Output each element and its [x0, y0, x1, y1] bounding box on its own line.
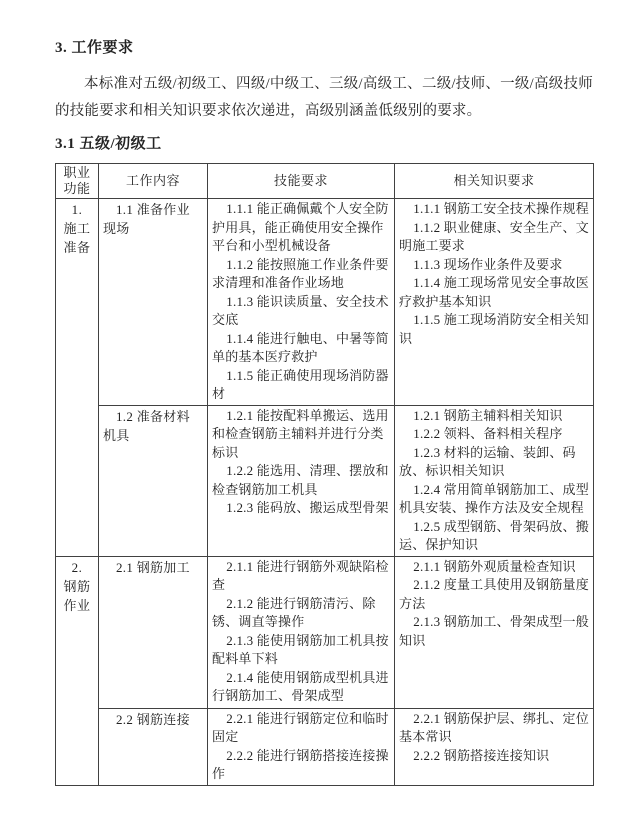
work-content-text: 2.1 钢筋加工: [116, 559, 190, 575]
skill-item: 1.1.2 能按照施工作业条件要求清理和准备作业场地: [212, 256, 389, 290]
skill-item: 2.2.1 能进行钢筋定位和临时固定: [212, 710, 389, 744]
knowledge-item: 1.1.4 施工现场常见安全事故医疗救护基本知识: [399, 275, 589, 309]
work-content-text: 2.2 钢筋连接: [116, 711, 190, 727]
header-cell-work-content: 工作内容: [99, 164, 208, 199]
skill-item: 1.2.2 能选用、清理、摆放和检查钢筋加工机具: [212, 463, 389, 497]
knowledge-item: 1.1.5 施工现场消防安全相关知识: [399, 312, 589, 346]
work-content-cell: [99, 199, 208, 406]
knowledge-item: 1.1.1 钢筋工安全技术操作规程: [413, 201, 589, 216]
knowledge-item: 2.2.1 钢筋保护层、绑扎、定位基本常识: [399, 710, 589, 744]
skill-item: 1.1.5 能正确使用现场消防器材: [212, 367, 389, 401]
function-cell-construction-prep: [56, 199, 99, 557]
table-row: [56, 708, 594, 785]
function-line: 2.: [71, 559, 83, 575]
function-line: 准备: [63, 240, 91, 255]
knowledge-cell: [395, 199, 594, 406]
header-cell-skills: 技能要求: [208, 164, 395, 199]
knowledge-item: 1.2.2 领料、备料相关程序: [413, 426, 563, 441]
header-cell-function: 职业功能: [56, 164, 99, 199]
skill-item: 1.2.1 能按配料单搬运、选用和检查钢筋主辅料并进行分类标识: [212, 407, 389, 460]
function-line: 作业: [63, 597, 91, 613]
work-content-cell: [99, 405, 208, 556]
skills-cell: [208, 556, 395, 708]
intro-paragraph: 本标准对五级/初级工、四级/中级工、三级/高级工、二级/技师、一级/高级技师的技能要求和相关知识要求依次递进，高级别涵盖低级别的要求。: [55, 76, 593, 119]
function-line: 1.: [71, 202, 83, 217]
work-content-text: 1.1 准备作业现场: [103, 202, 190, 236]
skill-item: 2.2.2 能进行钢筋搭接连接操作: [212, 747, 389, 781]
table-row: [56, 405, 594, 556]
skills-cell: [208, 708, 395, 785]
knowledge-item: 2.1.1 钢筋外观质量检查知识: [413, 558, 576, 574]
subsection-heading: 3.1 五级/初级工: [55, 136, 162, 152]
knowledge-item: 2.1.3 钢筋加工、骨架成型一般知识: [399, 614, 589, 648]
skill-item: 2.1.3 能使用钢筋加工机具按配料单下料: [212, 632, 389, 666]
knowledge-item: 2.2.2 钢筋搭接连接知识: [413, 747, 550, 763]
requirements-table: [55, 163, 594, 786]
knowledge-item: 1.2.1 钢筋主辅料相关知识: [413, 407, 563, 423]
knowledge-item: 1.2.3 材料的运输、装卸、码放、标识相关知识: [399, 444, 576, 478]
work-content-cell: [99, 708, 208, 785]
skill-item: 1.2.3 能码放、搬运成型骨架: [226, 500, 389, 515]
function-cell-rebar-work: [56, 556, 99, 785]
skill-item: 2.1.1 能进行钢筋外观缺陷检查: [212, 558, 389, 592]
skill-item: 1.1.4 能进行触电、中暑等简单的基本医疗救护: [212, 330, 389, 364]
knowledge-item: 1.2.5 成型钢筋、骨架码放、搬运、保护知识: [399, 518, 589, 552]
knowledge-item: 1.1.3 现场作业条件及要求: [413, 256, 563, 272]
table-header-row: [56, 164, 594, 199]
knowledge-item: 1.2.4 常用简单钢筋加工、成型机具安装、操作方法及安全规程: [399, 481, 589, 515]
table-row: [56, 199, 594, 406]
skill-item: 2.1.4 能使用钢筋成型机具进行钢筋加工、骨架成型: [212, 669, 389, 703]
work-content-text: 1.2 准备材料机具: [103, 408, 190, 443]
function-line: 施工: [63, 221, 91, 236]
skills-cell: [208, 199, 395, 406]
knowledge-item: 1.1.2 职业健康、安全生产、文明施工要求: [399, 219, 589, 253]
knowledge-cell: [395, 556, 594, 708]
table-row: [56, 556, 594, 708]
skills-cell: [208, 405, 395, 556]
skill-item: 2.1.2 能进行钢筋清污、除锈、调直等操作: [212, 595, 376, 629]
header-cell-knowledge: 相关知识要求: [395, 164, 594, 199]
knowledge-item: 2.1.2 度量工具使用及钢筋量度方法: [399, 577, 589, 611]
work-content-cell: [99, 556, 208, 708]
skill-item: 1.1.3 能识读质量、安全技术交底: [212, 293, 389, 327]
knowledge-cell: [395, 405, 594, 556]
skill-item: 1.1.1 能正确佩戴个人安全防护用具，能正确使用安全操作平台和小型机械设备: [212, 201, 389, 253]
function-line: 钢筋: [63, 578, 91, 594]
section-heading: 3. 工作要求: [55, 40, 134, 56]
knowledge-cell: [395, 708, 594, 785]
